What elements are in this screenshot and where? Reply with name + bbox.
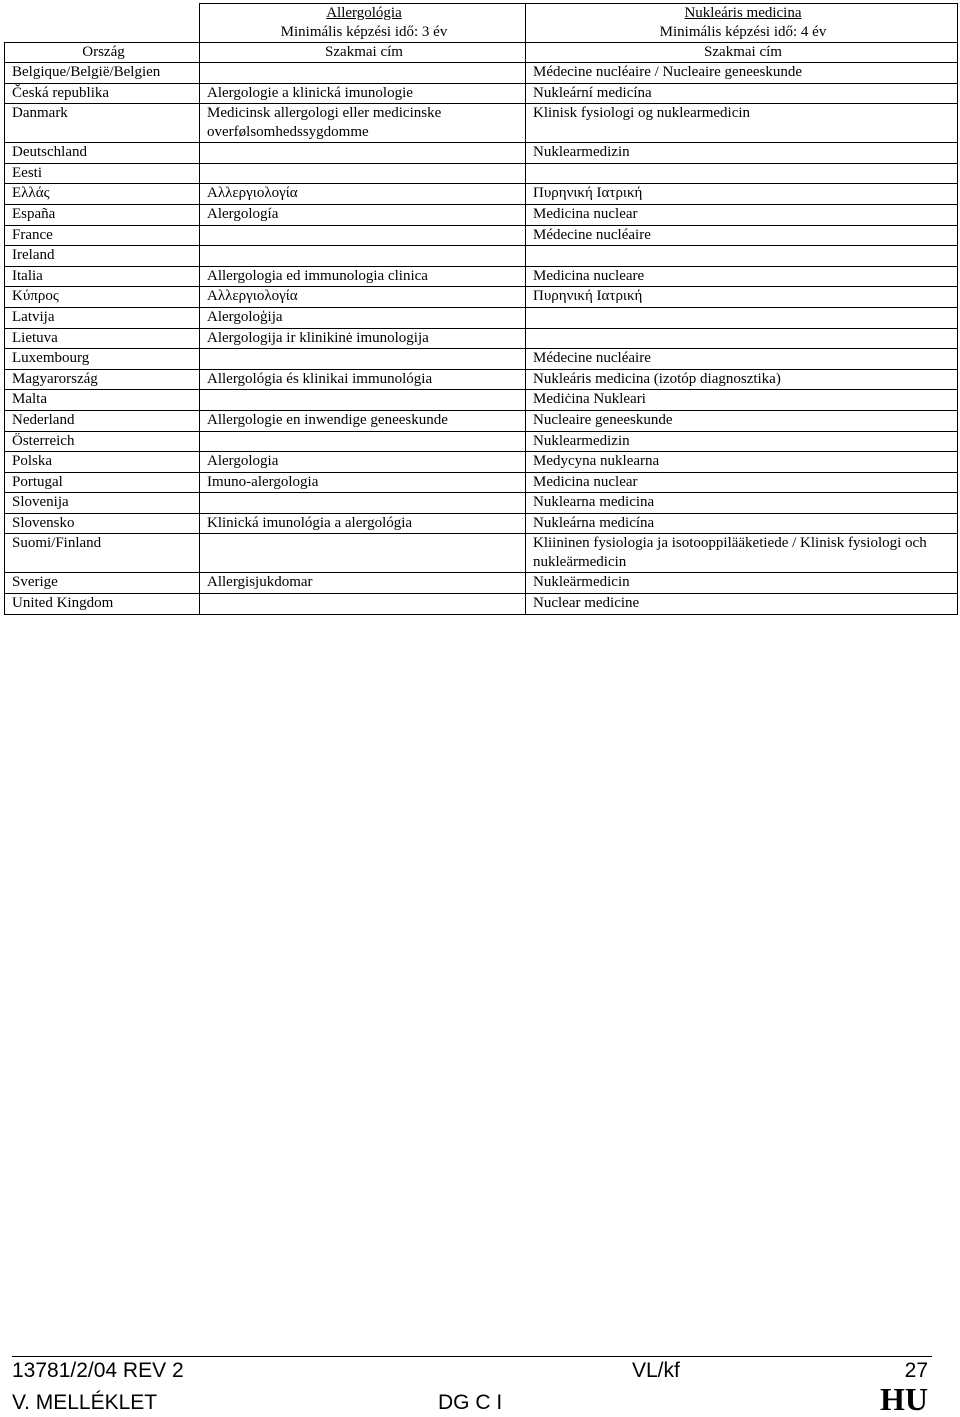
doc-reference: 13781/2/04 REV 2 [12, 1359, 184, 1382]
nuclear-title-cell: Nuklearmedizin [526, 143, 958, 164]
allergo-title-cell: Αλλεργιολογία [200, 287, 526, 308]
nuclear-title-cell: Nucleaire geneeskunde [526, 410, 958, 431]
allergo-title-cell [200, 349, 526, 370]
nuclear-title-cell: Medicina nuclear [526, 204, 958, 225]
nuclear-title-cell: Nukleärmedicin [526, 573, 958, 594]
table-row [5, 266, 958, 287]
allergo-title-cell [200, 143, 526, 164]
table-row [5, 204, 958, 225]
allergo-title-cell: Allergológia és klinikai immunológia [200, 369, 526, 390]
table-row [5, 184, 958, 205]
allergo-title-cell: Alergologija ir klinikinė imunologija [200, 328, 526, 349]
table-row [5, 472, 958, 493]
nuclear-title-cell: Medicina nuclear [526, 472, 958, 493]
table-row [5, 349, 958, 370]
nuclear-title-cell: Nukleáris medicina (izotóp diagnosztika) [526, 369, 958, 390]
table-row [5, 83, 958, 104]
allergo-title-cell [200, 594, 526, 615]
header-nuclear-cell [526, 4, 958, 43]
nuclear-title-cell: Médecine nucléaire [526, 349, 958, 370]
specialties-table [4, 3, 958, 615]
country-column-header: Ország [5, 43, 200, 63]
table-row [5, 307, 958, 328]
dg-label: DG C I [438, 1391, 503, 1414]
allergo-title-cell: Imuno-alergologia [200, 472, 526, 493]
allergo-title-cell: Allergologie en inwendige geneeskunde [200, 410, 526, 431]
country-cell: Sverige [5, 573, 200, 594]
language-code: HU [880, 1381, 928, 1417]
allergo-title-cell [200, 431, 526, 452]
country-cell: Lietuva [5, 328, 200, 349]
allergo-title-cell [200, 163, 526, 184]
country-cell: Ireland [5, 246, 200, 267]
header-blank-cell [5, 4, 200, 43]
country-cell: Danmark [5, 104, 200, 143]
allergo-title-cell [200, 63, 526, 84]
allergo-title-cell [200, 225, 526, 246]
header-row-titles [5, 4, 958, 43]
nuclear-title-cell: Nuklearmedizin [526, 431, 958, 452]
allergo-title-cell: Allergisjukdomar [200, 573, 526, 594]
allergo-title-cell: Alergologie a klinická imunologie [200, 83, 526, 104]
country-cell: España [5, 204, 200, 225]
country-cell: Italia [5, 266, 200, 287]
table-row [5, 104, 958, 143]
allergo-title: Allergológia [326, 5, 402, 21]
allergo-title-cell: Alergologia [200, 452, 526, 473]
table-row [5, 513, 958, 534]
nuclear-title-cell: Kliininen fysiologia ja isotooppilääketiede / Klinisk fysiologi och nukleärmedicin [526, 534, 958, 573]
country-cell: Slovenija [5, 493, 200, 514]
table-row [5, 534, 958, 573]
country-cell: Česká republika [5, 83, 200, 104]
country-cell: Magyarország [5, 369, 200, 390]
table-row [5, 452, 958, 473]
nuclear-title-cell [526, 246, 958, 267]
country-cell: Κύπρος [5, 287, 200, 308]
table-row [5, 143, 958, 164]
page-number: 27 [904, 1359, 928, 1382]
allergo-title-cell: Αλλεργιολογία [200, 184, 526, 205]
country-cell: United Kingdom [5, 594, 200, 615]
table-row [5, 390, 958, 411]
header-row-labels [5, 43, 958, 63]
table-row [5, 493, 958, 514]
nuclear-title-cell: Medicina nucleare [526, 266, 958, 287]
table-row [5, 63, 958, 84]
table-row [5, 328, 958, 349]
country-cell: Polska [5, 452, 200, 473]
country-cell: Eesti [5, 163, 200, 184]
allergo-title-cell: Alergología [200, 204, 526, 225]
table-row [5, 163, 958, 184]
table-row [5, 573, 958, 594]
table-row [5, 287, 958, 308]
table-row [5, 225, 958, 246]
country-cell: Latvija [5, 307, 200, 328]
nuclear-title-cell: Médecine nucléaire [526, 225, 958, 246]
allergo-title-cell: Alergoloģija [200, 307, 526, 328]
country-cell: Luxembourg [5, 349, 200, 370]
country-cell: Österreich [5, 431, 200, 452]
table-row [5, 431, 958, 452]
header-allergo-cell [200, 4, 526, 43]
country-cell: Portugal [5, 472, 200, 493]
nuclear-title: Nukleáris medicina [684, 5, 802, 21]
nuclear-title-cell: Nukleární medicína [526, 83, 958, 104]
nuclear-title-cell: Nuclear medicine [526, 594, 958, 615]
country-cell: Suomi/Finland [5, 534, 200, 573]
annex-label: V. MELLÉKLET [12, 1391, 158, 1414]
nuclear-title-cell: Médecine nucléaire / Nucleaire geneeskunde [526, 63, 958, 84]
nuclear-column-header: Szakmai cím [526, 43, 958, 63]
country-cell: Nederland [5, 410, 200, 431]
allergo-title-cell: Allergologia ed immunologia clinica [200, 266, 526, 287]
country-cell: Ελλάς [5, 184, 200, 205]
nuclear-title-cell: Medycyna nuklearna [526, 452, 958, 473]
country-cell: Malta [5, 390, 200, 411]
table-row [5, 369, 958, 390]
allergo-title-cell [200, 493, 526, 514]
country-cell: France [5, 225, 200, 246]
author-initials: VL/kf [632, 1359, 680, 1382]
allergo-title-cell [200, 390, 526, 411]
footer-reference-line [12, 1356, 932, 1384]
allergo-title-cell [200, 534, 526, 573]
country-cell: Slovensko [5, 513, 200, 534]
footer-annex-line [12, 1381, 932, 1417]
nuclear-title-cell: Πυρηνική Ιατρική [526, 184, 958, 205]
country-cell: Deutschland [5, 143, 200, 164]
allergo-title-cell: Klinická imunológia a alergológia [200, 513, 526, 534]
allergo-column-header: Szakmai cím [200, 43, 526, 63]
nuclear-title-cell [526, 163, 958, 184]
country-cell: Belgique/België/Belgien [5, 63, 200, 84]
nuclear-duration: Minimális képzési idő: 4 év [659, 24, 827, 40]
nuclear-title-cell [526, 307, 958, 328]
allergo-title-cell [200, 246, 526, 267]
table-row [5, 246, 958, 267]
table-row [5, 410, 958, 431]
nuclear-title-cell: Nuklearna medicina [526, 493, 958, 514]
allergo-title-cell: Medicinsk allergologi eller medicinske overfølsomhedssygdomme [200, 104, 526, 143]
nuclear-title-cell: Klinisk fysiologi og nuklearmedicin [526, 104, 958, 143]
nuclear-title-cell: Mediċina Nukleari [526, 390, 958, 411]
nuclear-title-cell: Nukleárna medicína [526, 513, 958, 534]
nuclear-title-cell: Πυρηνική Ιατρική [526, 287, 958, 308]
allergo-duration: Minimális képzési idő: 3 év [280, 24, 448, 40]
nuclear-title-cell [526, 328, 958, 349]
table-row [5, 594, 958, 615]
